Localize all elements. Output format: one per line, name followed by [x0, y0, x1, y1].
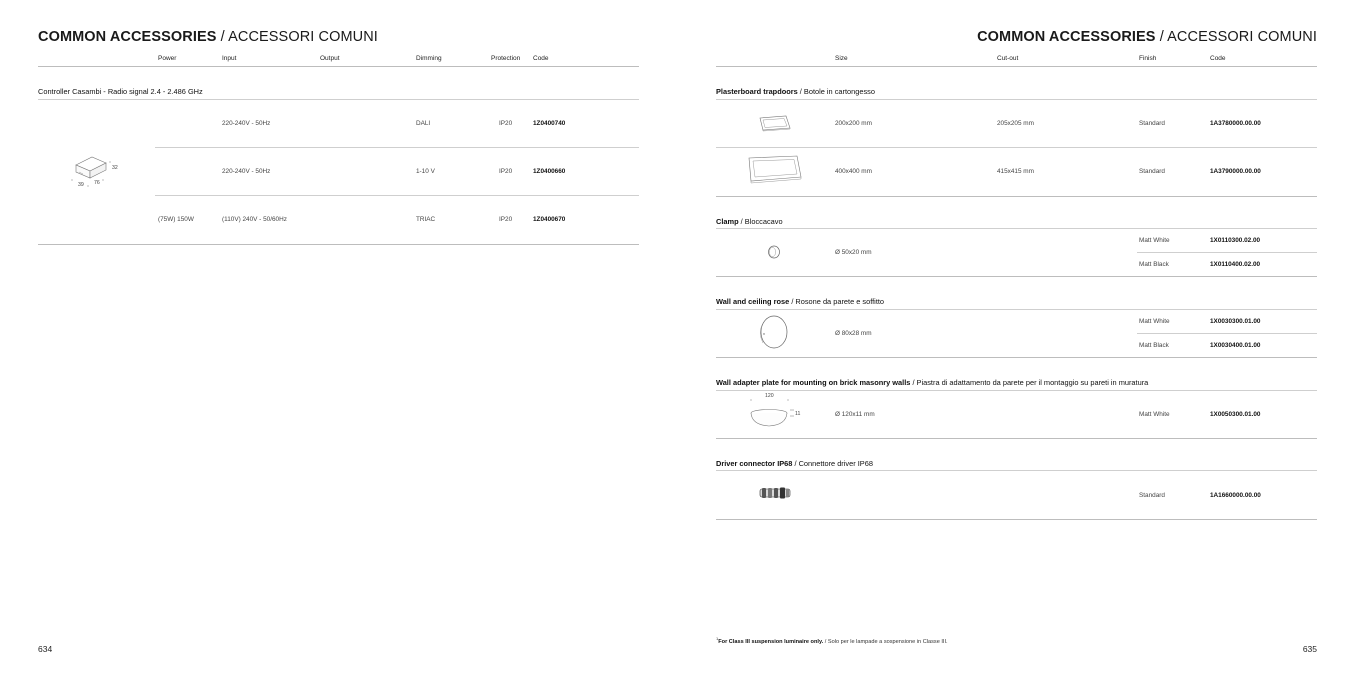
rose-illustration	[754, 313, 790, 351]
page-title	[977, 29, 1317, 45]
cell-code: 1Z0400740	[533, 120, 566, 127]
footnote-mark: 1	[716, 636, 719, 641]
row-rule	[155, 195, 639, 196]
section-title-bold: Wall adapter plate for mounting on brick masonry walls	[716, 378, 911, 387]
header-code: Code	[533, 55, 549, 62]
page-title	[38, 29, 378, 45]
dim-height: 32	[112, 165, 118, 171]
page-number: 634	[38, 644, 53, 654]
section-title-adapter-plate	[716, 378, 1148, 387]
adapter-plate-illustration	[746, 391, 806, 431]
cell-protection: IP20	[499, 216, 513, 223]
cell-finish: Standard	[1139, 120, 1165, 127]
dim-diameter: 120	[765, 393, 774, 399]
section-title-bold: Driver connector IP68	[716, 459, 793, 468]
cell-dimming: 1-10 V	[416, 168, 435, 175]
cell-code: 1X0110300.02.00	[1210, 237, 1261, 244]
cell-protection: IP20	[499, 168, 513, 175]
cell-code: 1X0050300.01.00	[1210, 411, 1261, 418]
section-title-bold: Plasterboard trapdoors	[716, 87, 798, 96]
controller-box-illustration	[70, 152, 130, 190]
cell-input: (110V) 240V - 50/60Hz	[222, 216, 287, 223]
header-protection: Protection	[491, 55, 521, 62]
cell-size: 200x200 mm	[835, 120, 872, 127]
table-end-rule	[38, 244, 639, 245]
section-end-rule	[716, 357, 1317, 358]
clamp-illustration	[766, 244, 782, 260]
header-rule	[38, 66, 639, 67]
cell-finish: Matt Black	[1139, 261, 1169, 268]
trapdoor-small-illustration	[758, 114, 792, 132]
cell-size: Ø 120x11 mm	[835, 411, 875, 418]
section-title-light: / Piastra di adattamento da parete per il montaggio su pareti in muratura	[912, 378, 1149, 387]
left-page	[38, 0, 639, 677]
title-light: / ACCESSORI COMUNI	[1159, 29, 1317, 45]
header-code: Code	[1210, 55, 1226, 62]
dim-width: 76	[94, 180, 100, 186]
cell-code: 1A3790000.00.00	[1210, 168, 1261, 175]
title-bold: COMMON ACCESSORIES	[38, 29, 217, 45]
section-rule	[716, 309, 1317, 310]
footnote-bold: For Class III suspension luminaire only.	[718, 638, 824, 645]
cell-code: 1A3780000.00.00	[1210, 120, 1261, 127]
section-rule	[38, 99, 639, 100]
cell-finish: Standard	[1139, 168, 1165, 175]
section-end-rule	[716, 276, 1317, 277]
section-rule	[716, 99, 1317, 100]
driver-connector-illustration	[758, 485, 792, 501]
dim-depth: 39	[78, 182, 84, 188]
right-page	[716, 0, 1317, 677]
page-number: 635	[1302, 644, 1317, 654]
title-light: / ACCESSORI COMUNI	[220, 29, 378, 45]
header-size: Size	[835, 55, 848, 62]
section-title-controller: Controller Casambi - Radio signal 2.4 - 2.486 GHz	[38, 87, 203, 96]
section-title-bold: Wall and ceiling rose	[716, 297, 790, 306]
section-title-clamp	[716, 217, 783, 226]
section-rule	[716, 470, 1317, 471]
title-bold: COMMON ACCESSORIES	[977, 29, 1156, 45]
section-title-trapdoors	[716, 87, 875, 96]
cell-power: (75W) 150W	[158, 216, 194, 223]
header-input: Input	[222, 55, 237, 62]
header-power: Power	[158, 55, 177, 62]
section-title-light: / Bloccacavo	[740, 217, 783, 226]
row-rule	[155, 147, 639, 148]
cell-finish: Matt White	[1139, 318, 1170, 325]
header-rule	[716, 66, 1317, 67]
section-end-rule	[716, 196, 1317, 197]
cell-dimming: DALI	[416, 120, 431, 127]
cell-code: 1Z0400670	[533, 216, 566, 223]
cell-protection: IP20	[499, 120, 513, 127]
cell-input: 220-240V - 50Hz	[222, 168, 271, 175]
row-rule	[716, 147, 1317, 148]
cell-code: 1X0110400.02.00	[1210, 261, 1261, 268]
section-end-rule	[716, 438, 1317, 439]
cell-input: 220-240V - 50Hz	[222, 120, 271, 127]
section-rule	[716, 390, 1317, 391]
section-title-light: / Connettore driver IP68	[794, 459, 873, 468]
cell-code: 1Z0400660	[533, 168, 566, 175]
section-title-driver-connector	[716, 459, 873, 468]
section-title-rose	[716, 297, 884, 306]
cell-code: 1A1660000.00.00	[1210, 492, 1261, 499]
cell-size: Ø 80x28 mm	[835, 330, 872, 337]
dim-height: 11	[795, 411, 801, 417]
section-title-light: / Botole in cartongesso	[799, 87, 875, 96]
cell-finish: Matt White	[1139, 237, 1170, 244]
footnote	[716, 636, 948, 645]
header-output: Output	[320, 55, 340, 62]
row-rule	[1137, 252, 1317, 253]
trapdoor-large-illustration	[747, 155, 803, 185]
cell-finish: Matt Black	[1139, 342, 1169, 349]
footnote-light: / Solo per le lampade a sospensione in Classe III.	[824, 638, 948, 645]
header-cutout: Cut-out	[997, 55, 1019, 62]
cell-finish: Standard	[1139, 492, 1165, 499]
header-finish: Finish	[1139, 55, 1157, 62]
cell-finish: Matt White	[1139, 411, 1170, 418]
section-end-rule	[716, 519, 1317, 520]
cell-code: 1X0030400.01.00	[1210, 342, 1261, 349]
cell-dimming: TRIAC	[416, 216, 436, 223]
cell-code: 1X0030300.01.00	[1210, 318, 1261, 325]
section-rule	[716, 228, 1317, 229]
cell-cutout: 415x415 mm	[997, 168, 1034, 175]
cell-cutout: 205x205 mm	[997, 120, 1034, 127]
section-title-light: / Rosone da parete e soffitto	[791, 297, 885, 306]
section-title-bold: Clamp	[716, 217, 739, 226]
cell-size: Ø 50x20 mm	[835, 249, 872, 256]
header-dimming: Dimming	[416, 55, 442, 62]
row-rule	[1137, 333, 1317, 334]
cell-size: 400x400 mm	[835, 168, 872, 175]
